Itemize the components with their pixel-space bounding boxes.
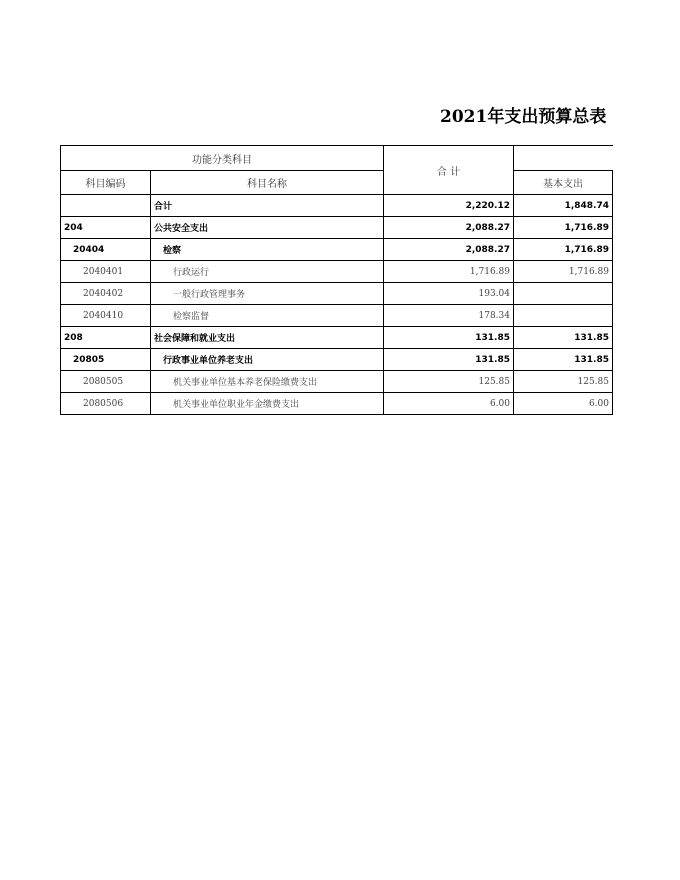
row-total: 2,220.12 [384, 195, 514, 217]
row-code: 2040401 [61, 261, 151, 283]
row-total: 6.00 [384, 393, 514, 415]
row-basic: 125.85 [514, 371, 613, 393]
table-row [61, 371, 613, 393]
row-total: 178.34 [384, 305, 514, 327]
row-basic: 1,848.74 [514, 195, 613, 217]
table-row [61, 239, 613, 261]
table-row [61, 349, 613, 371]
budget-table [60, 145, 613, 415]
table-row [61, 283, 613, 305]
row-name: 行政运行 [151, 261, 384, 283]
row-name: 社会保障和就业支出 [151, 327, 384, 349]
row-code: 208 [61, 327, 151, 349]
row-name: 检察监督 [151, 305, 384, 327]
row-total: 193.04 [384, 283, 514, 305]
row-name: 公共安全支出 [151, 217, 384, 239]
header-total-label: 合 计 [384, 146, 514, 195]
row-total: 131.85 [384, 327, 514, 349]
header-basic-label: 基本支出 [514, 171, 613, 195]
row-name: 机关事业单位基本养老保险缴费支出 [151, 371, 384, 393]
table-row [61, 195, 613, 217]
row-name: 行政事业单位养老支出 [151, 349, 384, 371]
row-code: 20404 [61, 239, 151, 261]
header-name-label: 科目名称 [151, 171, 384, 195]
row-code: 20805 [61, 349, 151, 371]
table-row [61, 393, 613, 415]
table-row [61, 305, 613, 327]
row-code [61, 195, 151, 217]
header-code-label: 科目编码 [61, 171, 151, 195]
page-title: 2021年支出预算总表 [440, 107, 607, 127]
table-row [61, 217, 613, 239]
header-group-label: 功能分类科目 [61, 146, 384, 171]
row-name: 机关事业单位职业年金缴费支出 [151, 393, 384, 415]
row-basic [514, 305, 613, 327]
row-name: 检察 [151, 239, 384, 261]
row-total: 131.85 [384, 349, 514, 371]
row-basic: 131.85 [514, 349, 613, 371]
header-blank-cell [514, 146, 613, 171]
row-total: 2,088.27 [384, 217, 514, 239]
row-basic: 1,716.89 [514, 239, 613, 261]
row-code: 2040410 [61, 305, 151, 327]
row-basic: 1,716.89 [514, 217, 613, 239]
row-name: 一般行政管理事务 [151, 283, 384, 305]
row-basic: 1,716.89 [514, 261, 613, 283]
row-code: 204 [61, 217, 151, 239]
row-total: 1,716.89 [384, 261, 514, 283]
row-basic [514, 283, 613, 305]
row-code: 2040402 [61, 283, 151, 305]
row-code: 2080505 [61, 371, 151, 393]
row-basic: 131.85 [514, 327, 613, 349]
row-total: 2,088.27 [384, 239, 514, 261]
table-row [61, 261, 613, 283]
table-row [61, 327, 613, 349]
row-total: 125.85 [384, 371, 514, 393]
row-basic: 6.00 [514, 393, 613, 415]
row-name: 合计 [151, 195, 384, 217]
row-code: 2080506 [61, 393, 151, 415]
